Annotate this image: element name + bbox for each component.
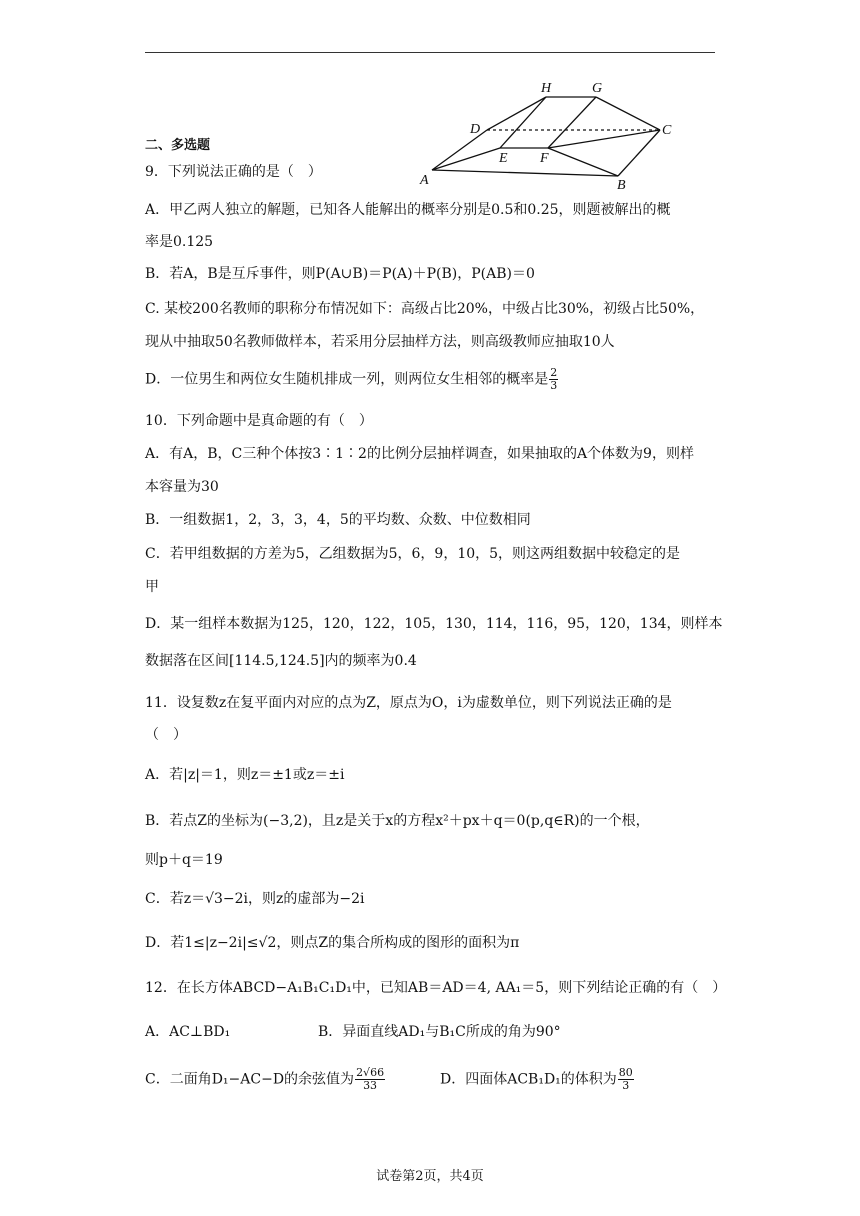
q11-option-d: D．若1≤|z−2i|≤√2，则点Z的集合所构成的图形的面积为π <box>145 935 520 951</box>
q10-stem: 10．下列命题中是真命题的有（ ） <box>145 413 373 429</box>
section-title: 二、多选题 <box>145 138 211 153</box>
q12-option-c-text: C．二面角D₁−AC−D的余弦值为 <box>145 1071 355 1088</box>
fraction-numerator: 80 <box>618 1066 633 1079</box>
q11-option-a: A．若|z|＝1，则z＝±1或z＝±i <box>145 767 345 783</box>
label-H: H <box>541 81 552 96</box>
q12-option-d-fraction <box>618 1067 634 1092</box>
q11-stem-line1: 11．设复数z在复平面内对应的点为Z，原点为O，i为虚数单位，则下列说法正确的是 <box>145 695 672 711</box>
q9-option-b: B．若A，B是互斥事件，则P(A∪B)＝P(A)＋P(B)，P(AB)＝0 <box>145 266 535 282</box>
q10-option-b: B．一组数据1，2，3，3，4，5的平均数、众数、中位数相同 <box>145 512 531 528</box>
q9-option-d-text: D．一位男生和两位女生随机排成一列，则两位女生相邻的概率是 <box>145 371 549 388</box>
q11-option-b-line1: B．若点Z的坐标为(−3,2)，且z是关于x的方程x²＋px＋q＝0(p,q∈R)的一个根， <box>145 813 650 829</box>
q12-option-d <box>440 1067 635 1092</box>
label-A: A <box>420 173 429 188</box>
label-E: E <box>499 151 508 166</box>
q9-option-a-line2: 率是0.125 <box>145 234 214 250</box>
q12-option-c <box>145 1067 386 1092</box>
q9-option-d <box>145 367 559 392</box>
q12-option-d-text: D．四面体ACB₁D₁的体积为 <box>440 1071 617 1088</box>
fraction-numerator: 2√66 <box>356 1066 385 1079</box>
page-footer: 试卷第2页，共4页 <box>376 1169 484 1184</box>
label-F: F <box>540 151 549 166</box>
q10-option-d-line2: 数据落在区间[114.5,124.5]内的频率为0.4 <box>145 653 417 669</box>
q12-option-a: A．AC⊥BD₁ <box>145 1024 231 1040</box>
q9-option-d-fraction <box>549 367 558 392</box>
fraction-denominator: 3 <box>622 1079 630 1092</box>
q11-option-b-line2: 则p＋q＝19 <box>145 852 223 868</box>
q12-option-c-fraction <box>355 1067 385 1092</box>
prism-figure <box>0 0 860 200</box>
label-D: D <box>470 122 481 137</box>
fraction-denominator: 33 <box>363 1079 378 1092</box>
q10-option-c-line1: C．若甲组数据的方差为5，乙组数据为5，6，9，10，5，则这两组数据中较稳定的是 <box>145 546 681 562</box>
q10-option-c-line2: 甲 <box>145 579 159 595</box>
q9-stem: 9．下列说法正确的是（ ） <box>145 164 322 180</box>
q11-option-c: C．若z＝√3−2i，则z的虚部为−2i <box>145 891 365 907</box>
q10-option-d-line1: D．某一组样本数据为125，120，122，105，130，114，116，95，120，134，则样本 <box>145 616 723 632</box>
fraction-numerator: 2 <box>550 366 558 379</box>
q12-stem: 12．在长方体ABCD−A₁B₁C₁D₁中，已知AB＝AD＝4, AA₁＝5，则下列结论正确的有（ ） <box>145 980 727 996</box>
q12-option-b: B．异面直线AD₁与B₁C所成的角为90° <box>318 1024 561 1040</box>
label-C: C <box>662 123 672 138</box>
q9-option-c-line2: 现从中抽取50名教师做样本，若采用分层抽样方法，则高级教师应抽取10人 <box>145 334 615 350</box>
q9-option-c-line1: C. 某校200名教师的职称分布情况如下：高级占比20%，中级占比30%，初级占比50%， <box>145 301 705 317</box>
q11-stem-line2: （ ） <box>145 727 187 743</box>
q9-option-a-line1: A．甲乙两人独立的解题，已知各人能解出的概率分别是0.5和0.25，则题被解出的概 <box>145 202 671 218</box>
fraction-denominator: 3 <box>550 379 558 392</box>
label-B: B <box>617 178 626 193</box>
label-G: G <box>592 81 603 96</box>
q10-option-a-line2: 本容量为30 <box>145 479 219 495</box>
q10-option-a-line1: A．有A，B，C三种个体按3∶1∶2的比例分层抽样调查，如果抽取的A个体数为9，则样 <box>145 446 694 462</box>
